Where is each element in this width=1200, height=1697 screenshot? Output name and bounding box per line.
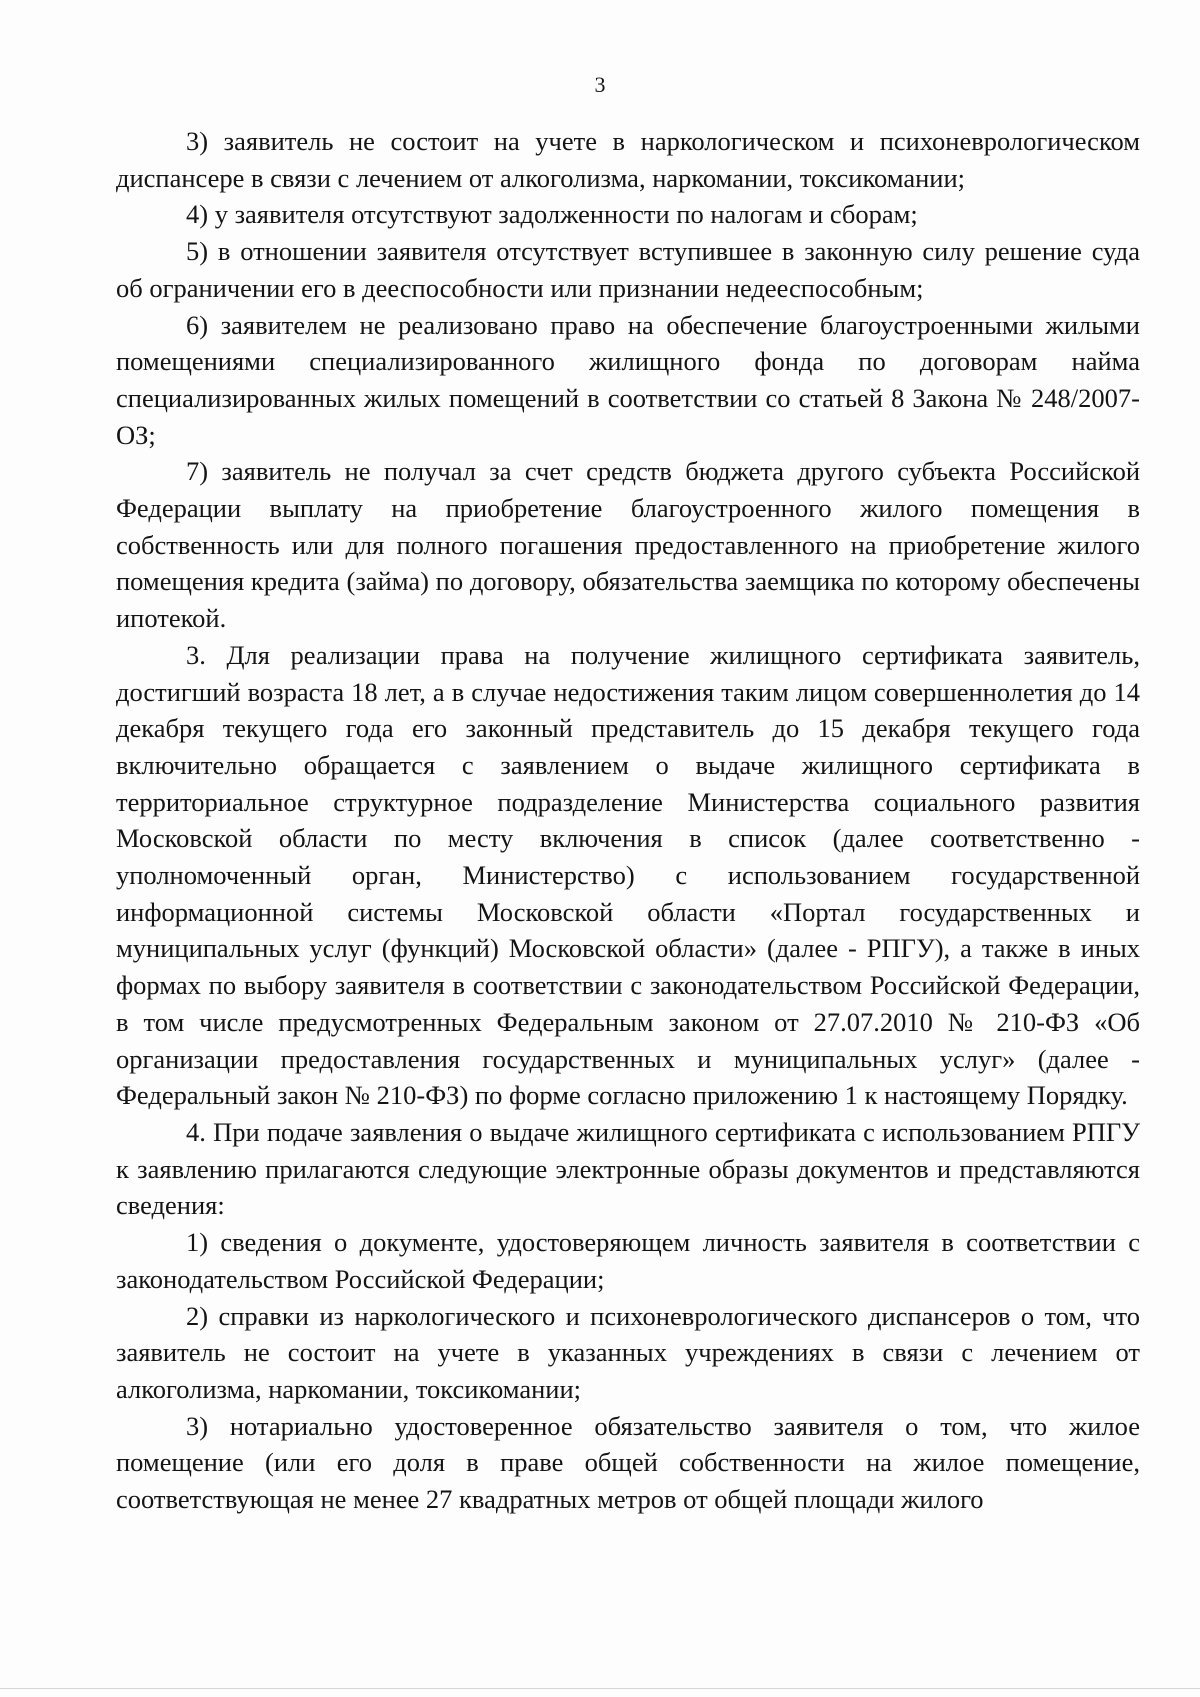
page-number: 3	[594, 72, 606, 97]
paragraph-clause-4: 4. При подаче заявления о выдаче жилищного сертификата с использованием РПГУ к заявлению прилагаются следующие электронные образы документов и представляются сведения:	[116, 1116, 1140, 1221]
document-body	[116, 123, 1140, 1518]
paragraph-item-4: 4) у заявителя отсутствуют задолженности по налогам и сборам;	[186, 199, 918, 230]
paragraph-subitem-3: 3) нотариально удостоверенное обязательство заявителя о том, что жилое помещение (или его доля в праве общей собственности на жилое помещение, соответствующая не менее 27 квадратных метров от общей площади жилого	[116, 1410, 1140, 1515]
paragraph-subitem-1: 1) сведения о документе, удостоверяющем личность заявителя в соответствии с законодательством Российской Федерации;	[116, 1227, 1140, 1294]
scan-edge-line	[0, 1688, 1200, 1689]
paragraph-item-7: 7) заявитель не получал за счет средств бюджета другого субъекта Российской Федерации выплату на приобретение благоустроенного жилого помещения в собственность или для полного погашения предоставленного на приобретение жилого помещения кредита (займа) по договору, обязательства заемщика по которому обеспечены ипотекой.	[116, 456, 1140, 634]
paragraph-item-5: 5) в отношении заявителя отсутствует вступившее в законную силу решение суда об ограничении его в дееспособности или признании недееспособным;	[116, 236, 1140, 303]
paragraph-subitem-2: 2) справки из наркологического и психоневрологического диспансеров о том, что заявитель не состоит на учете в указанных учреждениях в связи с лечением от алкоголизма, наркомании, токсикомании;	[116, 1300, 1140, 1404]
paragraph-clause-3: 3. Для реализации права на получение жилищного сертификата заявитель, достигший возраста 18 лет, а в случае недостижения таким лицом совершеннолетия до 14 декабря текущего года его законный представитель до 15 декабря текущего года включительно обращается с заявлением о выдаче жилищного сертификата в территориальное структурное подразделение Министерства социального развития Московской области по месту включения в список (далее соответственно - уполномоченный орган, Министерство) с использованием государственной информационной системы Московской области «Портал государственных и муниципальных услуг (функций) Московской области» (далее - РПГУ), а также в иных формах по выбору заявителя в соответствии с законодательством Российской Федерации, в том числе предусмотренных Федеральным законом от 27.07.2010 № 210-ФЗ «Об организации предоставления государственных и муниципальных услуг» (далее - Федеральный закон № 210-ФЗ) по форме согласно приложению 1 к настоящему Порядку.	[116, 639, 1140, 1111]
paragraph-item-3: 3) заявитель не состоит на учете в наркологическом и психоневрологическом диспансере в связи с лечением от алкоголизма, наркомании, токсикомании;	[116, 126, 1140, 193]
paragraph-item-6: 6) заявителем не реализовано право на обеспечение благоустроенными жилыми помещениями специализированного жилищного фонда по договорам найма специализированных жилых помещений в соответствии со статьей 8 Закона № 248/2007-ОЗ;	[116, 309, 1140, 450]
